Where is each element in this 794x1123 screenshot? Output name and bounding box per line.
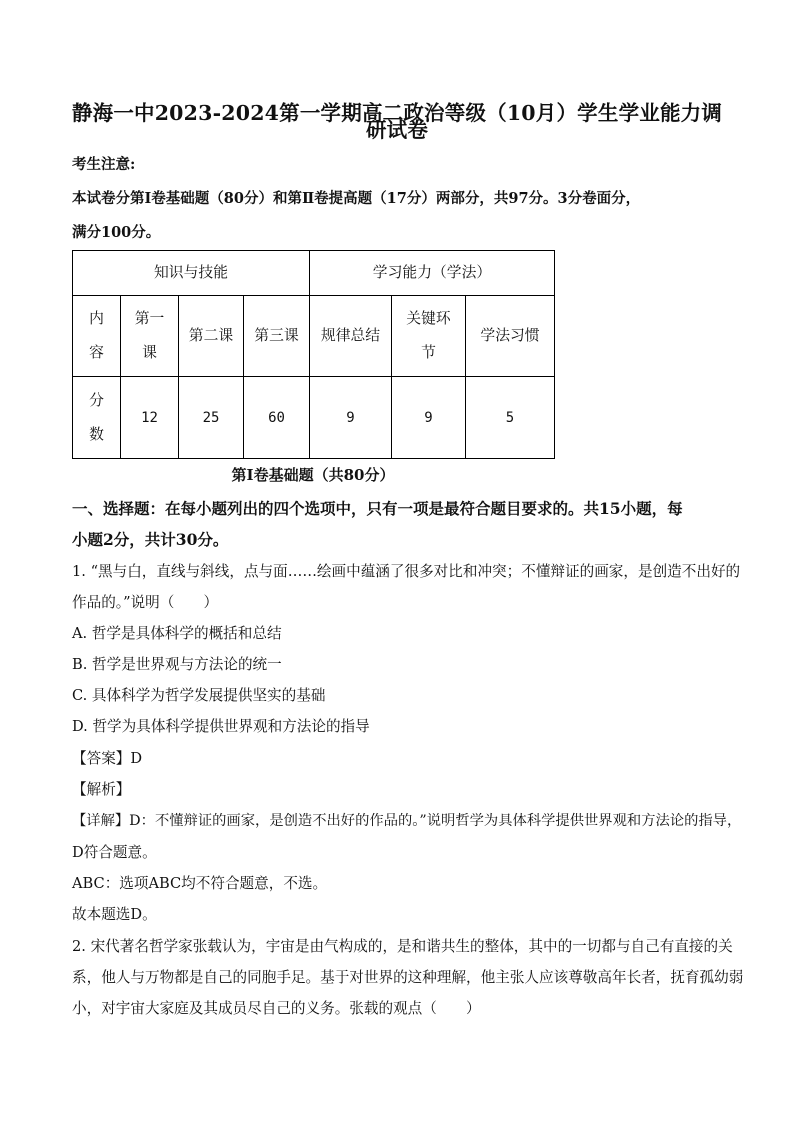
row-label-score-text: 分数 [89,391,104,443]
q1-option-a: A. 哲学是具体科学的概括和总结 [72,625,282,642]
q1-analysis-label: 【解析】 [72,781,131,798]
q1-conclusion: 故本题选D。 [72,906,157,923]
column-header [121,296,179,377]
q1-option-d: D. 哲学为具体科学提供世界观和方法论的指导 [72,718,370,735]
column-header-text: 关键环节 [406,310,451,361]
part1-instruction-line-2: 小题2分，共计30分。 [72,530,229,549]
column-header-text: 第一课 [134,310,165,361]
q2-stem-line-2: 系，他人与万物都是自己的同胞手足。基于对世界的这种理解，他主张人应该尊敬高年长者，抚育孤幼弱 [72,969,744,986]
score-cell: 9 [310,377,392,459]
q2-stem-line-1: 2. 宋代著名哲学家张载认为，宇宙是由气构成的，是和谐共生的整体，其中的一切都与自己有直接的关 [72,938,733,955]
q1-option-b: B. 哲学是世界观与方法论的统一 [72,656,282,673]
column-header: 第三课 [244,296,310,377]
q1-detail-line-1: 【详解】D：不懂辩证的画家，是创造不出好的作品的。”说明哲学为具体科学提供世界观和方法论的指导， [72,813,742,829]
row-label-content-text: 内容 [89,310,104,361]
score-cell: 25 [179,377,244,459]
table-group-knowledge: 知识与技能 [73,251,310,296]
column-header: 第二课 [179,296,244,377]
column-header: 学法习惯 [466,296,555,377]
q1-answer: 【答案】D [72,750,143,767]
score-distribution-table [72,250,555,459]
q2-stem-line-3: 小，对宇宙大家庭及其成员尽自己的义务。张载的观点（ ） [72,1000,481,1017]
score-cell: 5 [466,377,555,459]
page-title-line-1: 静海一中2023-2024第一学期高二政治等级（10月）学生学业能力调 [71,101,723,125]
column-header [392,296,466,377]
section-caption: 第Ⅰ卷基础题（共80分） [231,466,395,484]
score-cell: 9 [392,377,466,459]
q1-stem-line-2: 作品的。”说明（ ） [72,594,219,611]
row-label-score [73,377,121,459]
notice-line-1: 本试卷分第Ⅰ卷基础题（80分）和第Ⅱ卷提高题（17分）两部分，共97分。3分卷面分， [72,190,641,207]
page-title-line-2: 研试卷 [365,118,429,142]
part1-instruction-line-1: 一、选择题：在每小题列出的四个选项中，只有一项是最符合题目要求的。共15小题，每 [72,499,683,518]
q1-option-c: C. 具体科学为哲学发展提供坚实的基础 [72,687,326,704]
column-header: 规律总结 [310,296,392,377]
q1-detail-line-2: D符合题意。 [72,844,157,861]
row-label-content [73,296,121,377]
q1-stem-line-1: 1. “黑与白，直线与斜线，点与面……绘画中蕴涵了很多对比和冲突；不懂辩证的画家，是创造不出好的 [72,563,741,580]
notice-line-2: 满分100分。 [72,224,161,241]
notice-label: 考生注意: [72,156,136,173]
table-group-learning: 学习能力（学法） [310,251,555,296]
q1-detail-line-3: ABC：选项ABC均不符合题意，不选。 [72,875,328,892]
score-cell: 60 [244,377,310,459]
score-cell: 12 [121,377,179,459]
